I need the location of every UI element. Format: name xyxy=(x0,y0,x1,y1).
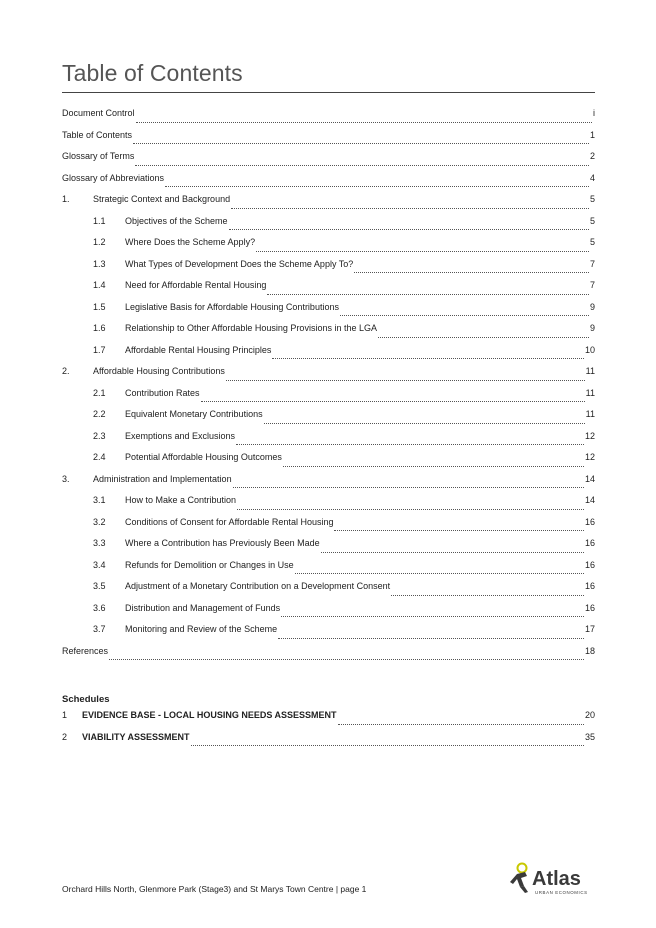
toc-dot-leader xyxy=(256,251,589,252)
toc-entry-number: 2 xyxy=(62,731,68,742)
toc-entry-page: 11 xyxy=(585,366,595,376)
toc-dot-leader xyxy=(201,401,585,402)
toc-dot-leader xyxy=(378,337,589,338)
logo-subtitle: URBAN ECONOMICS xyxy=(535,890,588,895)
toc-entry-title: Table of Contents xyxy=(62,129,133,140)
toc-entry[interactable] xyxy=(62,560,595,582)
toc-entry-title: Potential Affordable Housing Outcomes xyxy=(125,452,282,462)
toc-dot-leader xyxy=(340,315,589,316)
toc-entry[interactable] xyxy=(62,345,595,367)
toc-entry[interactable] xyxy=(62,409,595,431)
toc-entry[interactable] xyxy=(62,517,595,539)
toc-entry-page: 7 xyxy=(589,258,595,269)
toc-entry-title: Affordable Rental Housing Principles xyxy=(125,344,272,355)
toc-entry-title: Administration and Implementation xyxy=(93,473,232,484)
toc-entry[interactable] xyxy=(62,366,595,388)
toc-entry-number: 3.7 xyxy=(93,624,106,634)
toc-dot-leader xyxy=(231,208,589,209)
atlas-logo xyxy=(508,862,596,898)
toc-entry[interactable] xyxy=(62,108,595,130)
toc-dot-leader xyxy=(338,724,584,725)
toc-entry[interactable] xyxy=(62,173,595,195)
toc-dot-leader xyxy=(229,229,589,230)
toc-entry[interactable] xyxy=(62,216,595,238)
toc-entry-page: i xyxy=(593,108,595,118)
toc-entry[interactable] xyxy=(62,603,595,625)
toc-entry-number: 3.3 xyxy=(93,538,106,548)
toc-entry-number: 2. xyxy=(62,366,70,376)
toc-entry-number: 1 xyxy=(62,710,68,720)
toc-entry-title: Document Control xyxy=(62,108,135,118)
toc-entry-title: How to Make a Contribution xyxy=(125,495,237,505)
toc-entry-page: 17 xyxy=(584,624,595,634)
toc-entry-page: 16 xyxy=(584,581,595,591)
toc-entry[interactable] xyxy=(62,302,595,324)
toc-dot-leader xyxy=(281,616,584,617)
toc-entry-number: 1.1 xyxy=(93,215,106,226)
toc-entry-title: Glossary of Terms xyxy=(62,151,135,161)
logo-wordmark: Atlas xyxy=(532,868,581,890)
toc-entry-title: Adjustment of a Monetary Contribution on a Development Consent xyxy=(125,581,391,591)
toc-dot-leader xyxy=(283,466,584,467)
toc-dot-leader xyxy=(264,423,585,424)
toc-entry-page: 5 xyxy=(589,194,595,204)
toc-entry-number: 1.4 xyxy=(93,280,106,290)
toc-entry-title: Conditions of Consent for Affordable Rental Housing xyxy=(125,516,334,527)
toc-entry-title: Affordable Housing Contributions xyxy=(93,366,225,376)
toc-entry-title: Objectives of the Scheme xyxy=(125,215,228,226)
toc-entry-number: 1.5 xyxy=(93,301,106,312)
toc-entry-title: Legislative Basis for Affordable Housing Contributions xyxy=(125,301,339,312)
toc-entry-page: 2 xyxy=(589,151,595,161)
toc-entry-page: 9 xyxy=(589,323,595,333)
toc-entry-number: 1.3 xyxy=(93,258,106,269)
schedules-list xyxy=(62,710,595,753)
toc-dot-leader xyxy=(226,380,585,381)
toc-entry[interactable] xyxy=(62,646,595,668)
toc-entry-page: 12 xyxy=(584,430,595,441)
toc-dot-leader xyxy=(135,165,589,166)
toc-entry-number: 3.6 xyxy=(93,602,106,613)
toc-entry-page: 7 xyxy=(589,280,595,290)
title-divider xyxy=(62,92,595,93)
toc-entry-page: 4 xyxy=(589,172,595,183)
toc-dot-leader xyxy=(233,487,584,488)
toc-entry-title: Strategic Context and Background xyxy=(93,194,231,204)
toc-entry[interactable] xyxy=(62,431,595,453)
toc-dot-leader xyxy=(278,638,584,639)
toc-entry-title: Contribution Rates xyxy=(125,387,200,398)
toc-dot-leader xyxy=(272,358,584,359)
toc-entry-number: 2.2 xyxy=(93,409,106,419)
toc-entry-number: 2.4 xyxy=(93,452,106,462)
footer-text: Orchard Hills North, Glenmore Park (Stage3) and St Marys Town Centre | page 1 xyxy=(62,884,367,894)
toc-entry-page: 20 xyxy=(584,710,595,720)
toc-entry-number: 3.5 xyxy=(93,581,106,591)
toc-entry-title: References xyxy=(62,645,109,656)
toc-entry[interactable] xyxy=(62,151,595,173)
toc-entry-number: 3. xyxy=(62,473,70,484)
toc-entry-page: 16 xyxy=(584,538,595,548)
toc-entry-title: Equivalent Monetary Contributions xyxy=(125,409,263,419)
toc-entry-page: 16 xyxy=(584,602,595,613)
toc-entry-number: 3.4 xyxy=(93,559,106,570)
toc-entry-page: 1 xyxy=(589,129,595,140)
figure-icon xyxy=(510,864,528,894)
toc-entry-title: Glossary of Abbreviations xyxy=(62,172,165,183)
toc-entry[interactable] xyxy=(62,388,595,410)
toc-entry[interactable] xyxy=(62,495,595,517)
toc-entry-title: Refunds for Demolition or Changes in Use xyxy=(125,559,294,570)
toc-entry-page: 11 xyxy=(585,409,595,419)
toc-entry[interactable] xyxy=(62,237,595,259)
toc-entry-title: Where Does the Scheme Apply? xyxy=(125,237,256,247)
toc-entry-page: 35 xyxy=(584,731,595,742)
toc-entry[interactable] xyxy=(62,710,595,732)
toc-entry[interactable] xyxy=(62,732,595,754)
toc-dot-leader xyxy=(391,595,584,596)
toc-entry[interactable] xyxy=(62,581,595,603)
table-of-contents xyxy=(62,108,595,667)
toc-entry-page: 14 xyxy=(584,495,595,505)
toc-entry-page: 12 xyxy=(584,452,595,462)
toc-entry-page: 16 xyxy=(584,516,595,527)
toc-entry-title: Distribution and Management of Funds xyxy=(125,602,281,613)
toc-entry[interactable] xyxy=(62,259,595,281)
toc-dot-leader xyxy=(295,573,584,574)
toc-entry[interactable] xyxy=(62,280,595,302)
toc-entry-number: 2.1 xyxy=(93,387,106,398)
toc-entry-number: 1.2 xyxy=(93,237,106,247)
toc-entry-title: What Types of Development Does the Scheme Apply To? xyxy=(125,258,354,269)
toc-entry-title: VIABILITY ASSESSMENT xyxy=(82,731,190,742)
toc-entry-title: Relationship to Other Affordable Housing Provisions in the LGA xyxy=(125,323,377,333)
toc-entry-number: 3.2 xyxy=(93,516,106,527)
toc-dot-leader xyxy=(191,745,584,746)
toc-entry-page: 10 xyxy=(584,344,595,355)
toc-dot-leader xyxy=(237,509,584,510)
toc-entry-page: 5 xyxy=(589,237,595,247)
toc-entry-page: 9 xyxy=(589,301,595,312)
toc-entry-number: 1.7 xyxy=(93,344,106,355)
toc-entry[interactable] xyxy=(62,538,595,560)
toc-dot-leader xyxy=(165,186,589,187)
toc-dot-leader xyxy=(236,444,584,445)
toc-entry-title: Where a Contribution has Previously Been Made xyxy=(125,538,320,548)
toc-entry[interactable] xyxy=(62,194,595,216)
toc-dot-leader xyxy=(136,122,592,123)
toc-entry-page: 14 xyxy=(584,473,595,484)
toc-dot-leader xyxy=(321,552,584,553)
toc-entry-number: 1. xyxy=(62,194,70,204)
toc-entry-page: 18 xyxy=(584,645,595,656)
page-title: Table of Contents xyxy=(62,60,243,86)
toc-dot-leader xyxy=(354,272,589,273)
toc-entry-page: 11 xyxy=(585,387,595,398)
toc-dot-leader xyxy=(267,294,589,295)
toc-entry-number: 3.1 xyxy=(93,495,106,505)
toc-entry-title: Need for Affordable Rental Housing xyxy=(125,280,267,290)
toc-dot-leader xyxy=(133,143,589,144)
toc-entry-title: Exemptions and Exclusions xyxy=(125,430,236,441)
toc-entry-page: 16 xyxy=(584,559,595,570)
toc-dot-leader xyxy=(109,659,584,660)
toc-entry[interactable] xyxy=(62,130,595,152)
toc-entry-number: 2.3 xyxy=(93,430,106,441)
toc-dot-leader xyxy=(334,530,584,531)
schedules-heading: Schedules xyxy=(62,694,110,705)
toc-entry[interactable] xyxy=(62,323,595,345)
toc-entry[interactable] xyxy=(62,474,595,496)
toc-entry-title: EVIDENCE BASE - LOCAL HOUSING NEEDS ASSESSMENT xyxy=(82,710,337,720)
toc-entry[interactable] xyxy=(62,452,595,474)
toc-entry-page: 5 xyxy=(589,215,595,226)
toc-entry-number: 1.6 xyxy=(93,323,106,333)
toc-entry-title: Monitoring and Review of the Scheme xyxy=(125,624,278,634)
toc-entry[interactable] xyxy=(62,624,595,646)
